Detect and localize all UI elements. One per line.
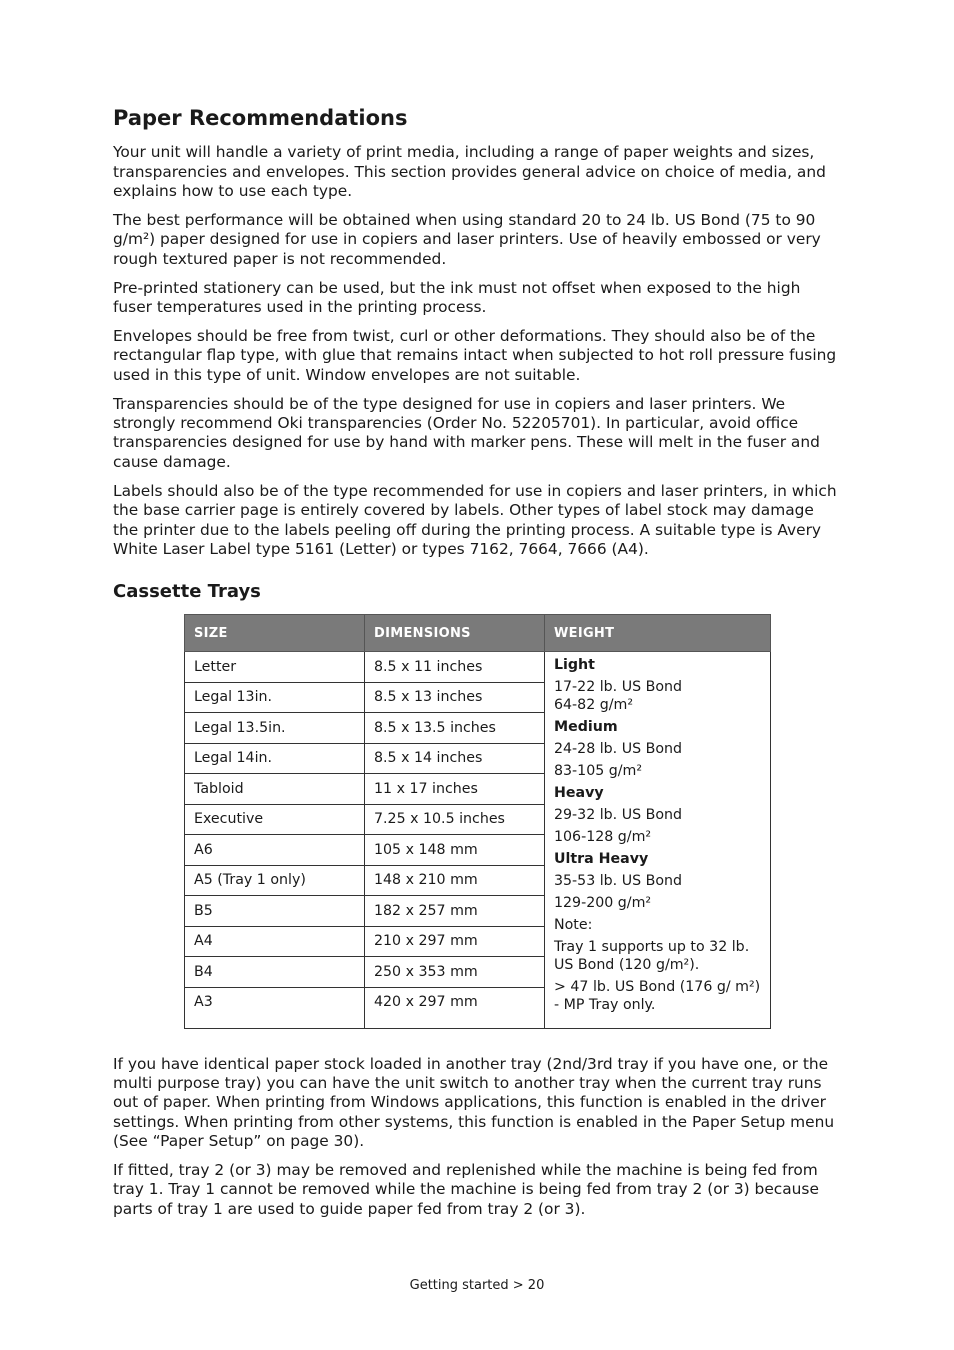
weight-ultra-label: Ultra Heavy bbox=[554, 851, 649, 867]
weight-note-tray1: Tray 1 supports up to 32 lb. US Bond (120 g/m²). bbox=[554, 939, 750, 973]
size-cell: Legal 13in. bbox=[185, 682, 365, 713]
dimensions-cell: 182 x 257 mm bbox=[365, 896, 545, 927]
page-footer: Getting started > 20 bbox=[409, 1278, 545, 1293]
dimensions-cell: 148 x 210 mm bbox=[365, 865, 545, 896]
size-cell: Legal 13.5in. bbox=[185, 713, 365, 744]
dimensions-cell: 11 x 17 inches bbox=[365, 774, 545, 805]
size-cell: Executive bbox=[185, 804, 365, 835]
paragraph-envelopes: Envelopes should be free from twist, curl or other deformations. They should also be of the rectangular flap type, with glue that remains intact when subjected to hot roll pressure fusing used in this type of unit. Window envelopes are not suitable. bbox=[113, 326, 837, 384]
dimensions-cell: 8.5 x 11 inches bbox=[365, 652, 545, 683]
dimensions-cell: 250 x 353 mm bbox=[365, 957, 545, 988]
paragraph-preprinted: Pre-printed stationery can be used, but the ink must not offset when exposed to the high fuser temperatures used in the printing process. bbox=[113, 278, 801, 317]
weight-note-label: Note: bbox=[554, 917, 593, 933]
cassette-trays-table bbox=[184, 614, 771, 1029]
table-header-row bbox=[185, 615, 771, 652]
size-cell: Letter bbox=[185, 652, 365, 683]
weight-note-mp-tray: > 47 lb. US Bond (176 g/ m²) - MP Tray only. bbox=[554, 979, 761, 1013]
weight-heavy-bond: 29-32 lb. US Bond bbox=[554, 807, 683, 823]
weight-medium-label: Medium bbox=[554, 719, 618, 735]
size-cell: B5 bbox=[185, 896, 365, 927]
weight-light-label: Light bbox=[554, 657, 595, 673]
dimensions-cell: 210 x 297 mm bbox=[365, 926, 545, 957]
paragraph-paper-weight: The best performance will be obtained when using standard 20 to 24 lb. US Bond (75 to 90 g/m²) paper designed for use in copiers and laser printers. Use of heavily embossed or very rough textured paper is not recommended. bbox=[113, 210, 821, 268]
dimensions-cell: 8.5 x 14 inches bbox=[365, 743, 545, 774]
dimensions-cell: 7.25 x 10.5 inches bbox=[365, 804, 545, 835]
size-cell: B4 bbox=[185, 957, 365, 988]
weight-heavy-gsm: 106-128 g/m² bbox=[554, 829, 652, 845]
size-cell: A6 bbox=[185, 835, 365, 866]
weight-ultra-gsm: 129-200 g/m² bbox=[554, 895, 652, 911]
weight-heavy-label: Heavy bbox=[554, 785, 604, 801]
section-title-cassette-trays: Cassette Trays bbox=[113, 581, 261, 603]
weight-light-bond: 17-22 lb. US Bond bbox=[554, 679, 683, 695]
document-body bbox=[113, 106, 837, 1229]
weight-medium-gsm: 83-105 g/m² bbox=[554, 763, 643, 779]
dimensions-cell: 420 x 297 mm bbox=[365, 987, 545, 1028]
dimensions-cell: 8.5 x 13 inches bbox=[365, 682, 545, 713]
paragraph-transparencies: Transparencies should be of the type designed for use in copiers and laser printers. We strongly recommend Oki transparencies (Order No. 52205701). In particular, avoid office transparencies designed for use by hand with marker pens. These will melt in the fuser and cause damage. bbox=[113, 394, 820, 471]
weight-ultra-bond: 35-53 lb. US Bond bbox=[554, 873, 683, 889]
size-cell: Legal 14in. bbox=[185, 743, 365, 774]
size-cell: A3 bbox=[185, 987, 365, 1028]
column-header-size: SIZE bbox=[185, 615, 365, 652]
weight-cell bbox=[545, 652, 771, 1029]
paragraph-intro: Your unit will handle a variety of print media, including a range of paper weights and sizes, transparencies and envelopes. This section provides general advice on choice of media, and explains how to use each type. bbox=[113, 143, 826, 200]
dimensions-cell: 105 x 148 mm bbox=[365, 835, 545, 866]
weight-medium-bond: 24-28 lb. US Bond bbox=[554, 741, 683, 757]
column-header-weight: WEIGHT bbox=[545, 615, 771, 652]
table-row bbox=[185, 652, 771, 683]
paragraph-tray-removal: If fitted, tray 2 (or 3) may be removed and replenished while the machine is being fed from tray 1. Tray 1 cannot be removed while the machine is being fed from tray 2 (or 3) because parts of tray 1 are used to guide paper fed from tray 2 (or 3). bbox=[113, 1161, 819, 1218]
paragraph-labels: Labels should also be of the type recommended for use in copiers and laser printers, in which the base carrier page is entirely covered by labels. Other types of label stock may damage the printer due to the labels peeling off during the printing process. A suitable type is Avery White Laser Label type 5161 (Letter) or types 7162, 7664, 7666 (A4). bbox=[113, 481, 837, 558]
size-cell: A4 bbox=[185, 926, 365, 957]
dimensions-cell: 8.5 x 13.5 inches bbox=[365, 713, 545, 744]
page-title: Paper Recommendations bbox=[113, 106, 408, 130]
column-header-dimensions: DIMENSIONS bbox=[365, 615, 545, 652]
paragraph-tray-switching: If you have identical paper stock loaded in another tray (2nd/3rd tray if you have one, or the multi purpose tray) you can have the unit switch to another tray when the current tray runs out of paper. When printing from Windows applications, this function is enabled in the driver settings. When printing from other systems, this function is enabled in the Paper Setup menu (See “Paper Setup” on page 30). bbox=[113, 1054, 835, 1151]
size-cell: A5 (Tray 1 only) bbox=[185, 865, 365, 896]
size-cell: Tabloid bbox=[185, 774, 365, 805]
weight-light-gsm: 64-82 g/m² bbox=[554, 697, 634, 713]
